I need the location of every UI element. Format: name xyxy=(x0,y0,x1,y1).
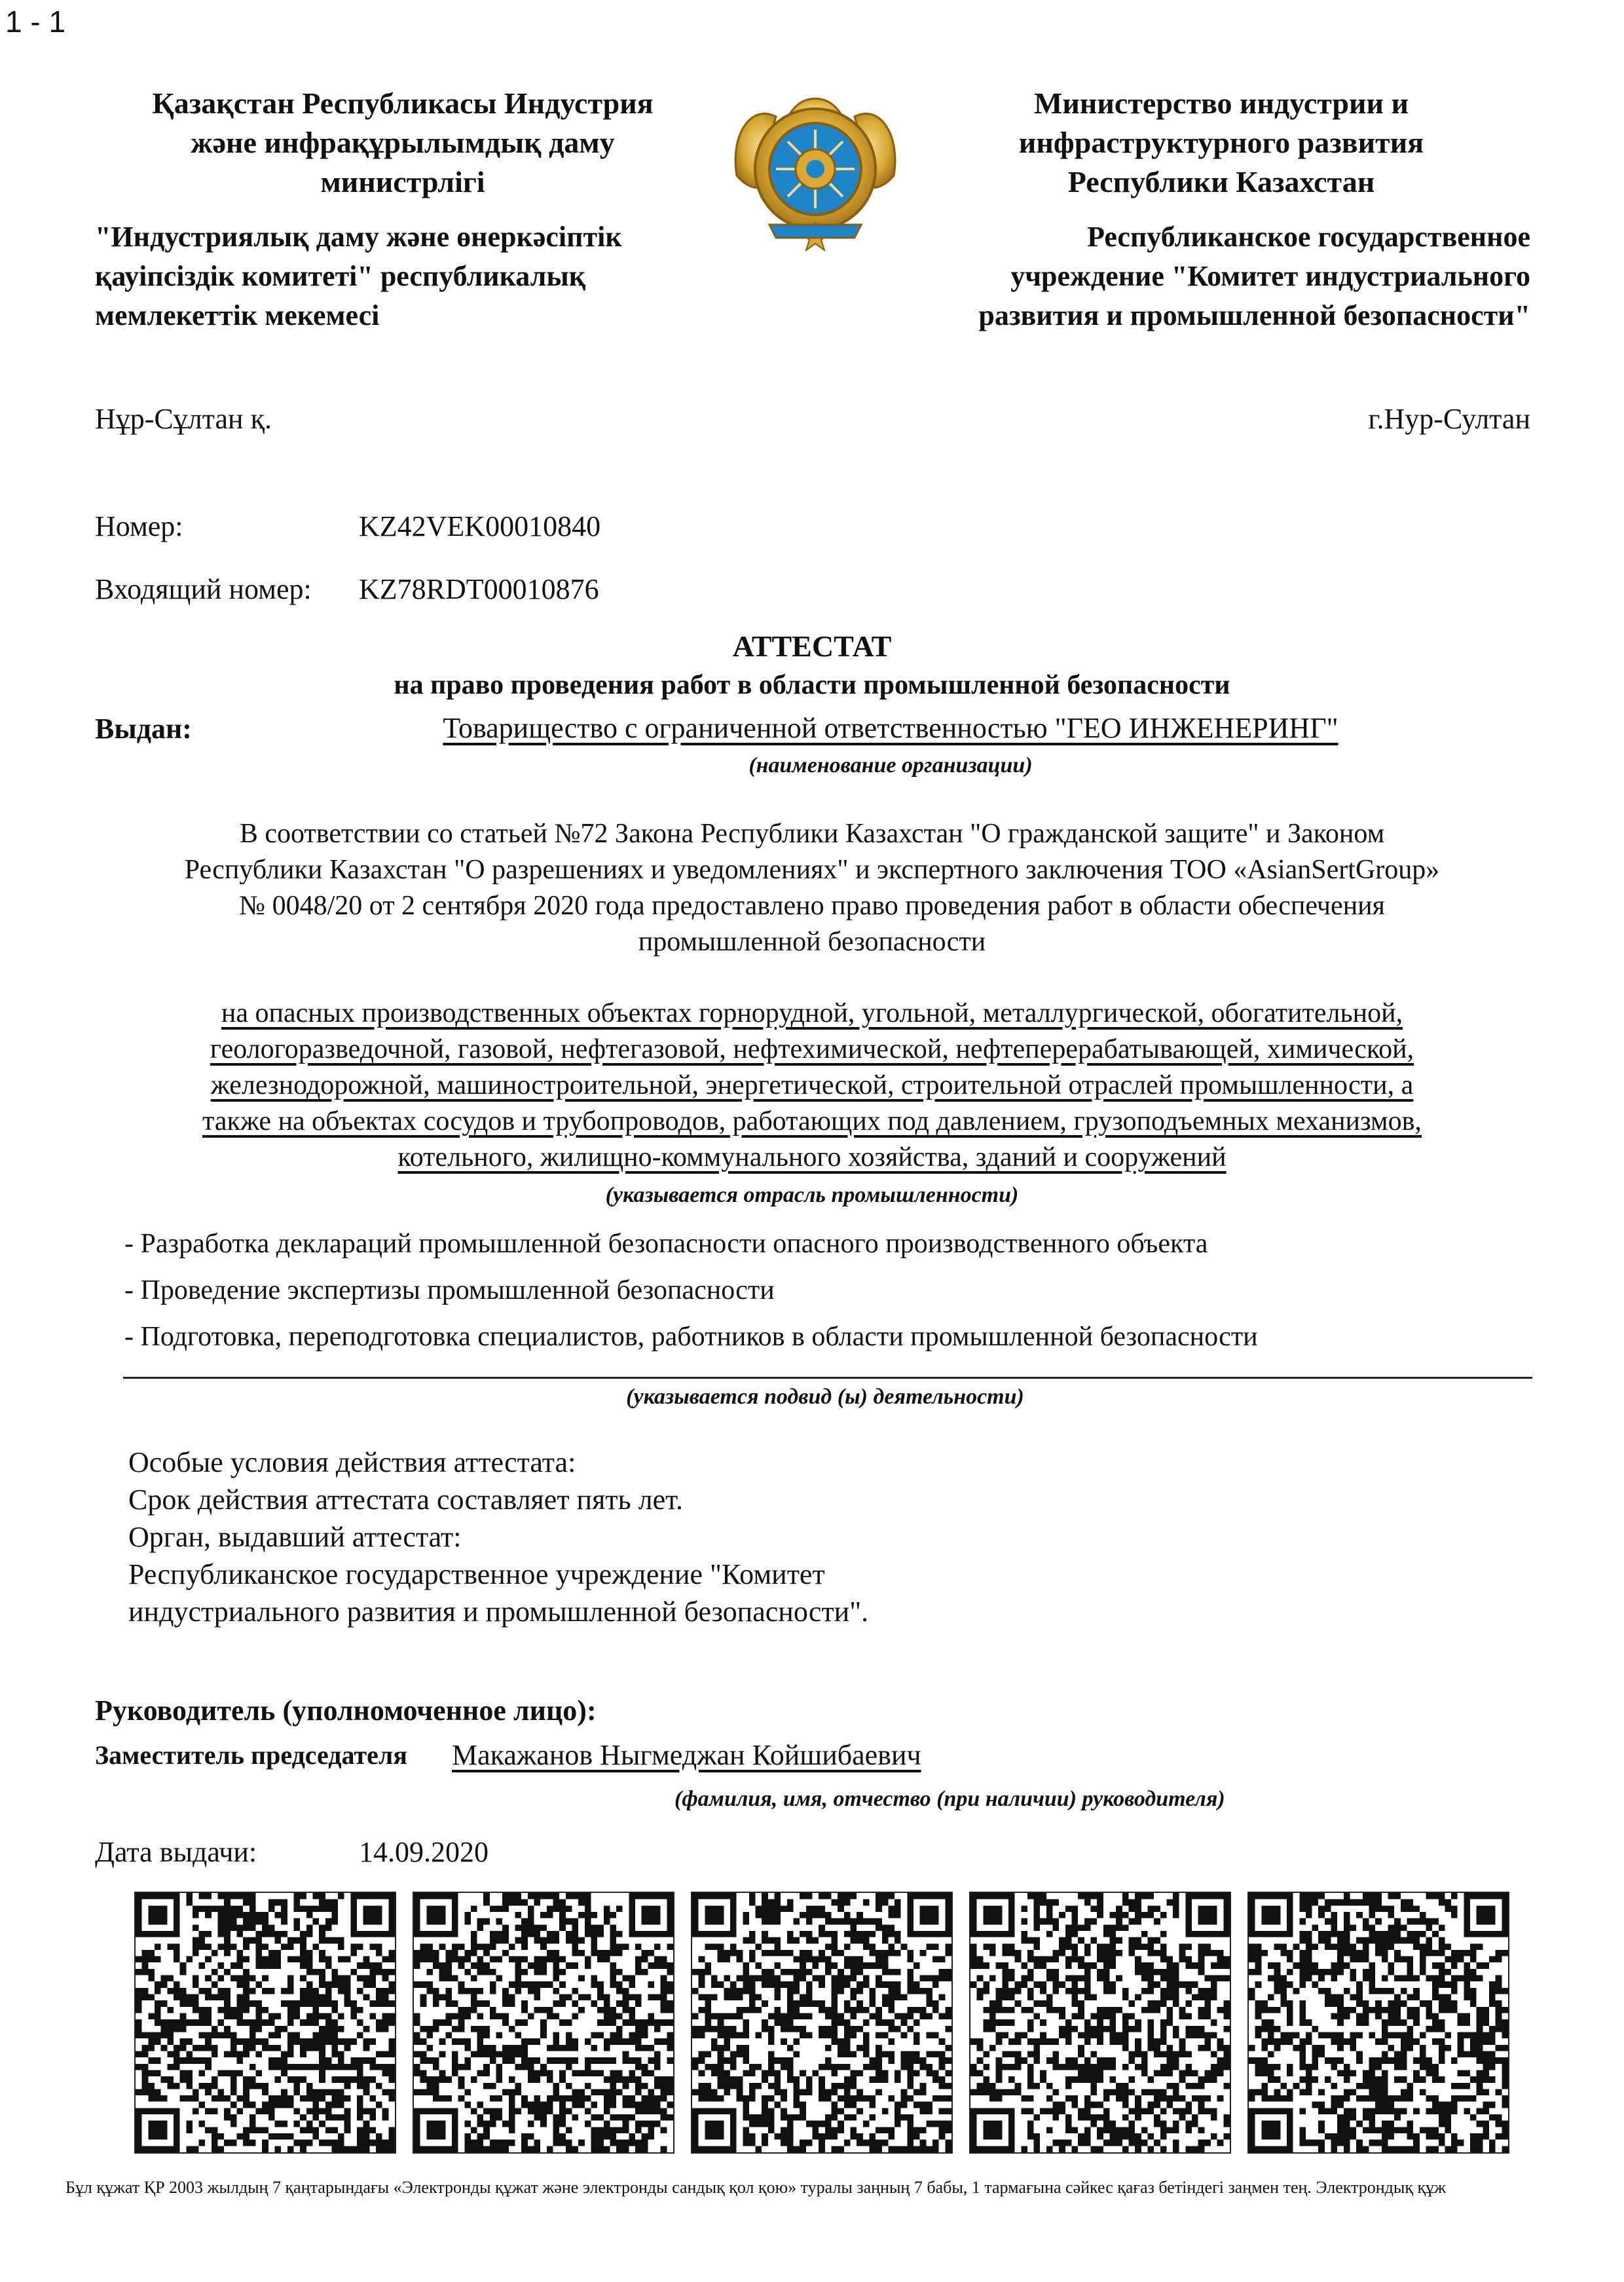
header-right-line: Республики Казахстан xyxy=(1067,165,1375,198)
basis-line: промышленной безопасности xyxy=(638,927,986,957)
condition-line: Срок действия аттестата составляет пять лет. xyxy=(128,1484,684,1516)
header-left-line: және инфрақұрылымдық даму xyxy=(191,126,615,159)
condition-line: индустриального развития и промышленной безопасности". xyxy=(128,1596,869,1628)
activity-item: - Разработка деклараций промышленной безопасности опасного производственного объекта xyxy=(124,1229,1208,1259)
basis-line: Республики Казахстан "О разрешениях и уведомлениях" и экспертного заключения ТОО «AsianSertGroup» xyxy=(184,855,1440,885)
condition-line: Особые условия действия аттестата: xyxy=(128,1446,576,1478)
activity-item: - Проведение экспертизы промышленной безопасности xyxy=(124,1275,775,1305)
industry-line: на опасных производственных объектах горнорудной, угольной, металлургической, обогатительной, xyxy=(221,998,1403,1028)
activities-caption: (указывается подвид (ы) деятельности) xyxy=(626,1385,1024,1409)
city-left: Нұр-Сұлтан қ. xyxy=(95,403,272,435)
city-right: г.Нур-Султан xyxy=(1368,403,1530,435)
industry-line: котельного, жилищно-коммунального хозяйства, зданий и сооружений xyxy=(397,1142,1227,1172)
header-right-committee xyxy=(864,217,1530,335)
deputy-caption: (фамилия, имя, отчество (при наличии) руководителя) xyxy=(674,1787,1225,1811)
qr-code-icon xyxy=(969,1892,1231,2154)
deputy-label: Заместитель председателя xyxy=(95,1740,407,1770)
industry-line: железнодорожной, машиностроительной, энергетической, строительной отраслей промышленности, а xyxy=(210,1070,1414,1100)
issued-label: Выдан: xyxy=(95,713,192,745)
qr-code-icon xyxy=(691,1892,953,2154)
qr-code-icon xyxy=(134,1892,396,2154)
header-right-ministry xyxy=(897,84,1545,202)
header-left-committee xyxy=(95,217,750,335)
basis-paragraph xyxy=(65,816,1559,960)
incoming-number-value: KZ78RDT00010876 xyxy=(359,573,599,605)
head-label: Руководитель (уполномоченное лицо): xyxy=(95,1694,597,1727)
issue-date-label: Дата выдачи: xyxy=(95,1836,257,1868)
activities-divider xyxy=(123,1377,1532,1379)
basis-line: В соответствии со статьей №72 Закона Республики Казахстан "О гражданской защите" и Законом xyxy=(239,819,1385,849)
condition-line: Орган, выдавший аттестат: xyxy=(128,1521,462,1553)
footer-legal-note: Бұл құжат ҚР 2003 жылдың 7 қаңтарындағы «Электронды құжат және электронды сандық қол қою» туралы заңның 7 бабы, 1 тармағына сәйкес қағаз бетіндегі заңмен тең. Электрондық құж xyxy=(65,2178,1447,2197)
number-label: Номер: xyxy=(95,510,183,542)
issued-caption: (наименование организации) xyxy=(748,753,1033,777)
document-subtitle: на право проведения работ в области промышленной безопасности xyxy=(394,670,1230,700)
header-left-line: министрлігі xyxy=(320,165,485,198)
basis-line: № 0048/20 от 2 сентября 2020 года предоставлено право проведения работ в области обеспечения xyxy=(239,891,1385,921)
committee-right-line: развития и промышленной безопасности" xyxy=(978,299,1530,331)
incoming-number-label: Входящий номер: xyxy=(95,573,312,605)
committee-left-line: "Индустриялық даму және өнеркәсіптік xyxy=(95,221,622,253)
condition-line: Республиканское государственное учреждение "Комитет xyxy=(128,1558,825,1590)
industry-line: геологоразведочной, газовой, нефтегазовой, нефтехимической, нефтеперерабатывающей, химической, xyxy=(210,1034,1414,1064)
qr-code-icon xyxy=(413,1892,674,2154)
issued-organization: Товарищество с ограниченной ответственностью "ГЕО ИНЖЕНЕРИНГ" xyxy=(443,712,1338,744)
header-left-line: Қазақстан Республикасы Индустрия xyxy=(152,86,654,120)
page-number: 1 - 1 xyxy=(5,5,66,39)
deputy-name: Макажанов Ныгмеджан Койшибаевич xyxy=(452,1739,921,1771)
industry-line: также на объектах сосудов и трубопроводов, работающих под давлением, грузоподъемных механизмов, xyxy=(202,1106,1422,1136)
industry-paragraph xyxy=(65,996,1559,1176)
header-left-ministry xyxy=(79,84,727,202)
header-right-line: инфраструктурного развития xyxy=(1018,126,1424,159)
number-value: KZ42VEK00010840 xyxy=(359,510,601,542)
conditions-block xyxy=(128,1444,868,1630)
committee-left-line: қауіпсіздік комитеті" республикалық xyxy=(95,260,586,292)
activity-item: - Подготовка, переподготовка специалистов, работников в области промышленной безопасности xyxy=(124,1322,1258,1352)
issue-date-value: 14.09.2020 xyxy=(359,1836,489,1868)
industry-caption: (указывается отрасль промышленности) xyxy=(605,1183,1019,1207)
committee-right-line: учреждение "Комитет индустриального xyxy=(1010,260,1530,292)
committee-right-line: Республиканское государственное xyxy=(1087,221,1530,253)
document-title: АТТЕСТАТ xyxy=(732,629,892,663)
qr-code-icon xyxy=(1247,1892,1509,2154)
committee-left-line: мемлекеттік мекемесі xyxy=(95,299,380,331)
header-right-line: Министерство индустрии и xyxy=(1033,86,1409,120)
